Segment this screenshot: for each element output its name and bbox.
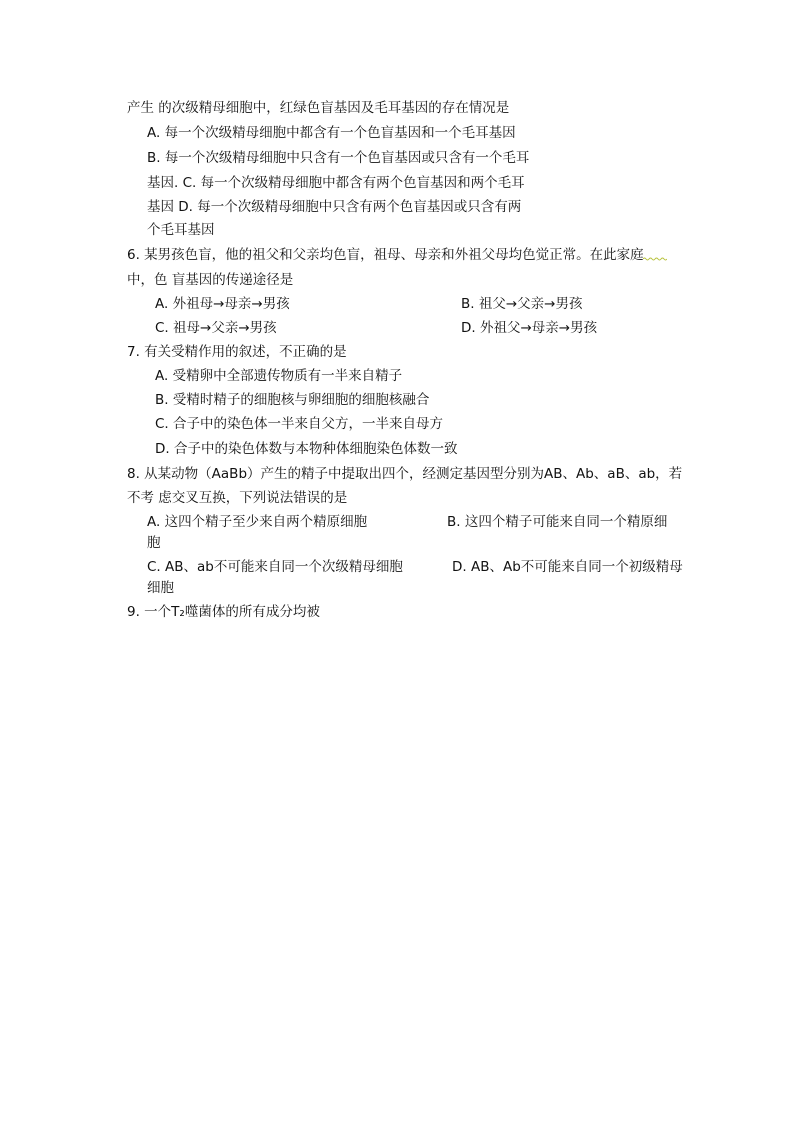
q5-option-c-continued-d: 基因 D. 每一个次级精母细胞中只含有两个色盲基因或只含有两 <box>147 199 522 215</box>
q8-option-d: D. AB、Ab不可能来自同一个初级精母 <box>452 559 683 575</box>
q5-option-b-continued-c: 基因. C. 每一个次级精母细胞中都含有两个色盲基因和两个毛耳 <box>147 175 525 191</box>
q8-option-d-continued: 细胞 <box>147 580 174 596</box>
q8-option-b: B. 这四个精子可能来自同一个精原细 <box>447 514 668 530</box>
q8-stem-continued: 不考 虑交叉互换，下列说法错误的是 <box>127 490 348 506</box>
q7-option-b: B. 受精时精子的细胞核与卵细胞的细胞核融合 <box>155 392 430 408</box>
q8-option-b-continued: 胞 <box>147 535 161 551</box>
q5-option-d-continued: 个毛耳基因 <box>147 222 215 238</box>
q6-stem: 6. 某男孩色盲，他的祖父和父亲均色盲，祖母、母亲和外祖父母均色觉正常。在此家庭 <box>127 247 644 263</box>
q6-option-c: C. 祖母→父亲→男孩 <box>155 320 277 336</box>
q6-stem-continued: 中，色 盲基因的传递途径是 <box>127 272 294 288</box>
q5-option-a: A. 每一个次级精母细胞中都含有一个色盲基因和一个毛耳基因 <box>147 125 516 141</box>
q5-stem-tail: 产生 的次级精母细胞中，红绿色盲基因及毛耳基因的存在情况是 <box>127 100 510 116</box>
q5-option-b: B. 每一个次级精母细胞中只含有一个色盲基因或只含有一个毛耳 <box>147 150 530 166</box>
q7-stem: 7. 有关受精作用的叙述，不正确的是 <box>127 344 347 360</box>
spellcheck-squiggle <box>643 257 667 261</box>
q7-option-c: C. 合子中的染色体一半来自父方，一半来自母方 <box>155 416 444 432</box>
q6-option-b: B. 祖父→父亲→男孩 <box>461 296 583 312</box>
q8-stem: 8. 从某动物（AaBb）产生的精子中提取出四个，经测定基因型分别为AB、Ab、aB、ab，若 <box>127 466 683 482</box>
q6-option-d: D. 外祖父→母亲→男孩 <box>461 320 598 336</box>
q8-option-a: A. 这四个精子至少来自两个精原细胞 <box>147 514 368 530</box>
q6-option-a: A. 外祖母→母亲→男孩 <box>155 296 290 312</box>
q7-option-d: D. 合子中的染色体数与本物种体细胞染色体数一致 <box>155 441 458 457</box>
q9-stem: 9. 一个T₂噬菌体的所有成分均被 <box>127 604 320 620</box>
q8-option-c: C. AB、ab不可能来自同一个次级精母细胞 <box>147 559 403 575</box>
q7-option-a: A. 受精卵中全部遗传物质有一半来自精子 <box>155 368 403 384</box>
